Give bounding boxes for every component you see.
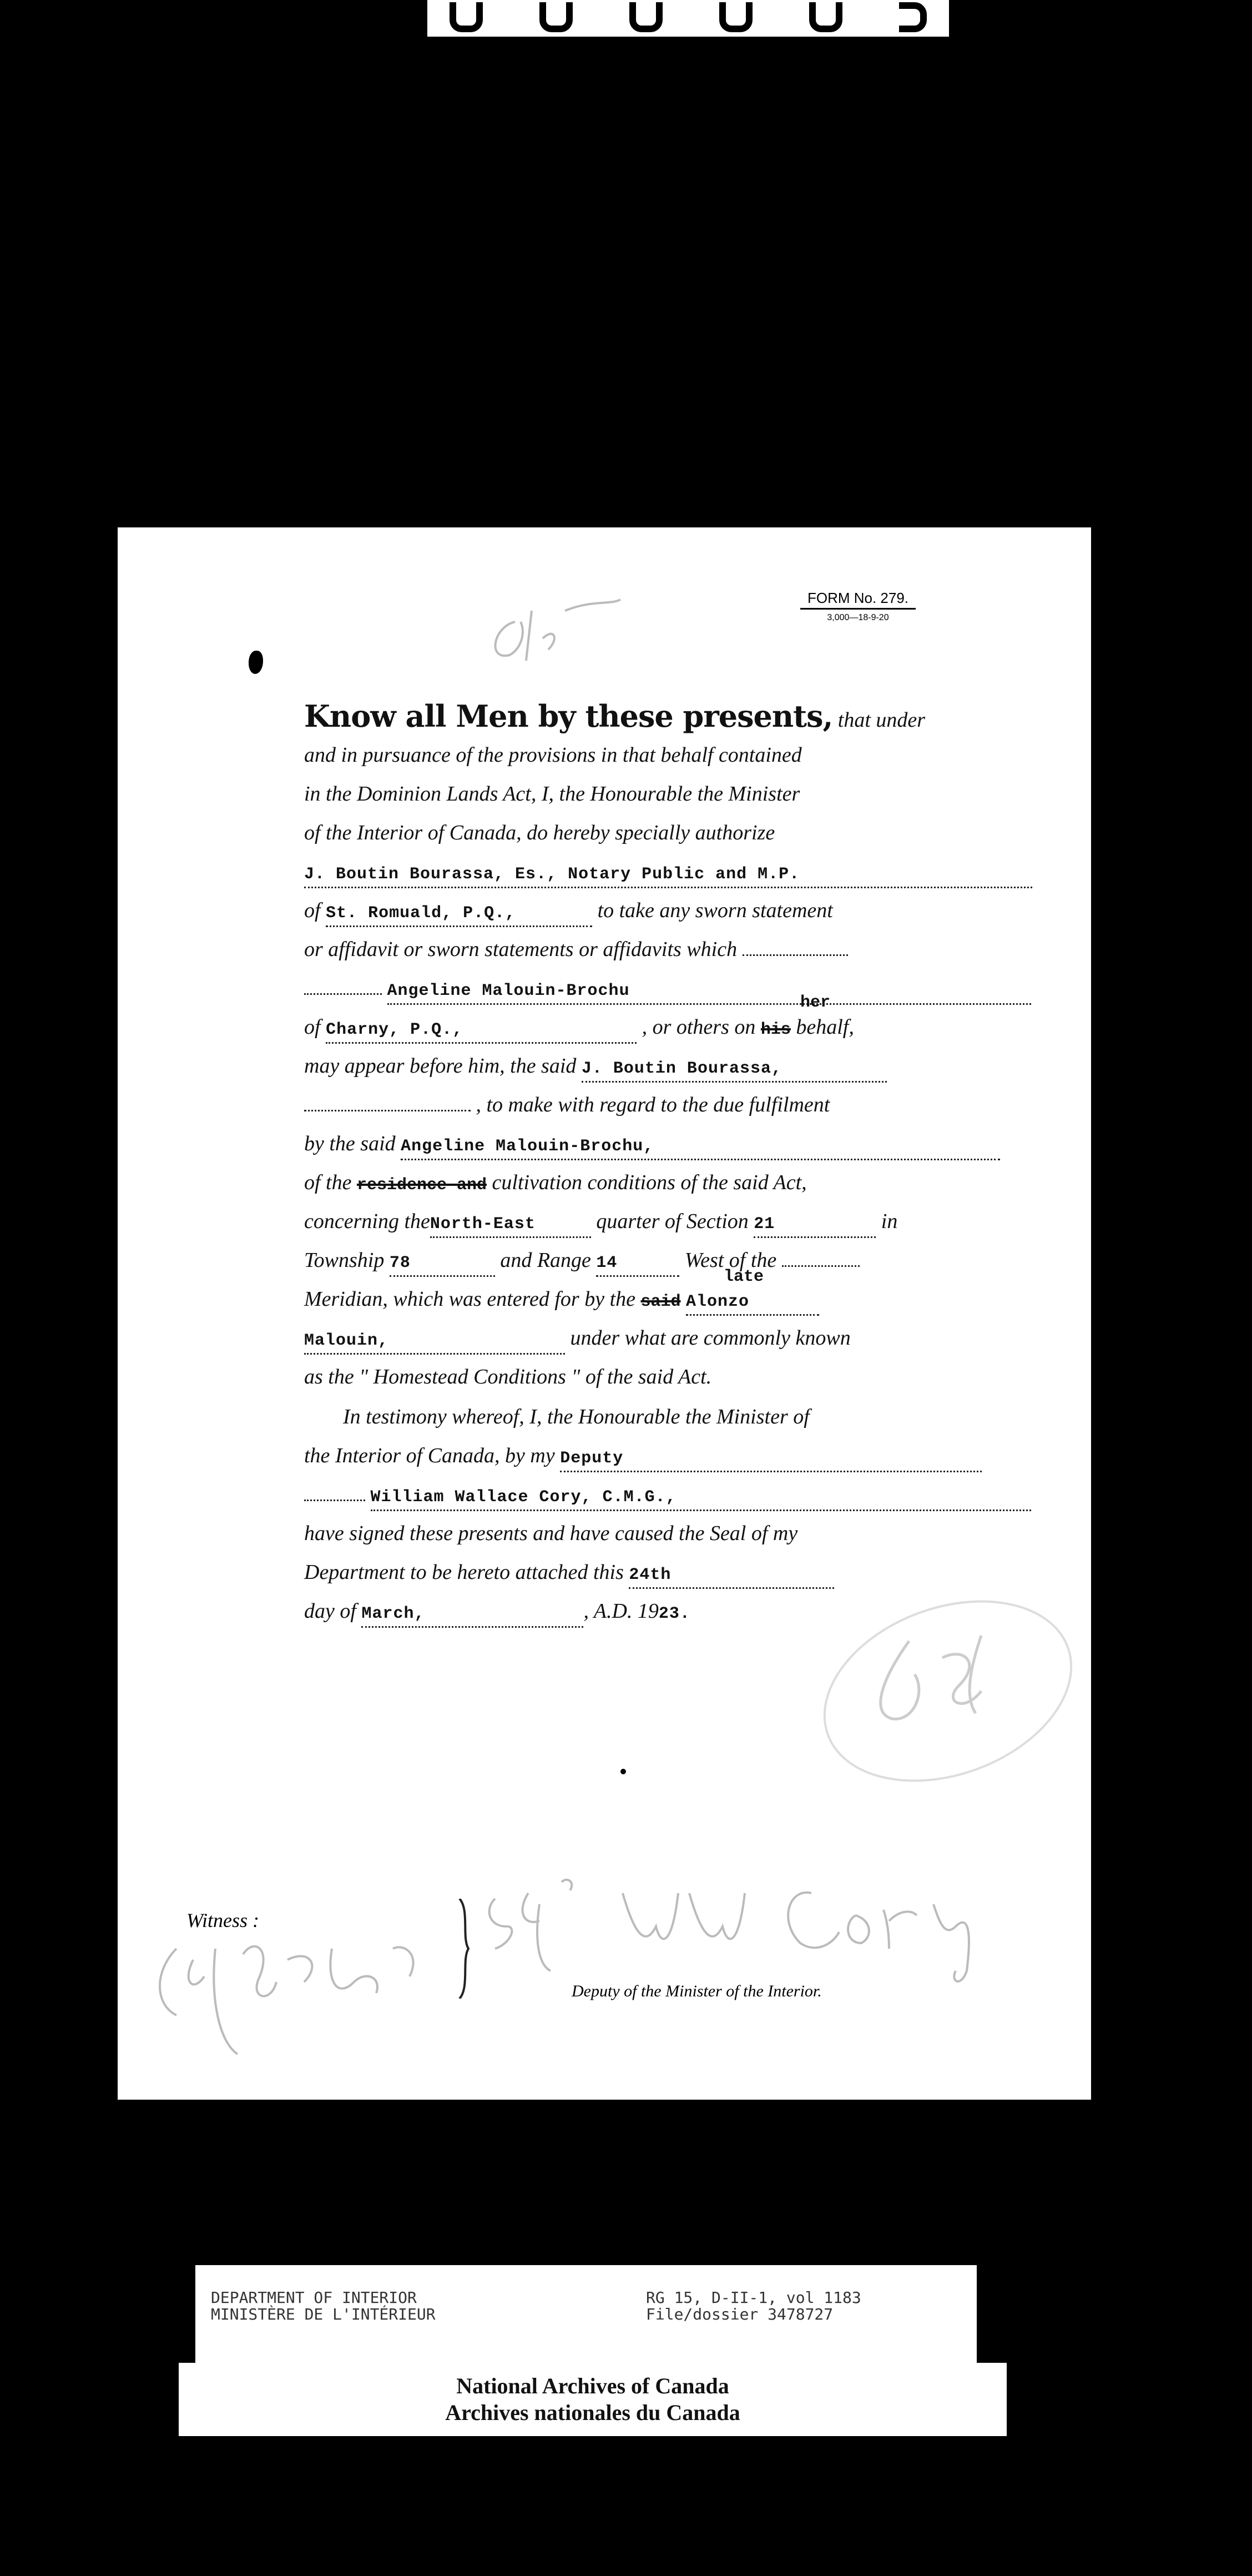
struck-word: his — [760, 1020, 791, 1039]
line-9 — [304, 993, 1032, 1044]
form-number — [800, 590, 916, 623]
typed-month: March, — [361, 1602, 583, 1628]
typed-name: Alonzo — [686, 1290, 819, 1316]
archives-banner — [179, 2363, 1007, 2436]
archive-reference-label — [195, 2265, 977, 2368]
typed-authorized-person: J. Boutin Bourassa, Es., Notary Public and M.P. — [304, 862, 1032, 888]
print-code: 3,000—18-9-20 — [827, 613, 889, 622]
typed-deputy-name: William Wallace Cory, C.M.G., — [371, 1485, 1031, 1511]
line-text: West of the — [684, 1249, 777, 1272]
line-text: day of — [304, 1599, 356, 1623]
line-text: the Interior of Canada, by my — [304, 1444, 555, 1467]
typed-title: Deputy — [560, 1446, 982, 1472]
reference-block — [646, 2290, 861, 2323]
bracket — [456, 1899, 473, 1999]
reel-mark — [450, 2, 483, 32]
line-text: or affidavit or sworn statements or affidavits which — [304, 938, 738, 961]
line-18: as the " Homestead Conditions " of the said Act. — [304, 1365, 712, 1388]
line-4: of the Interior of Canada, do hereby specially authorize — [304, 821, 775, 844]
typed-year: 23. — [658, 1604, 690, 1623]
line-20 — [304, 1443, 1032, 1472]
line-21 — [304, 1482, 1032, 1511]
archives-fr: Archives nationales du Canada — [445, 2400, 740, 2425]
department-en: DEPARTMENT OF INTERIOR — [211, 2288, 417, 2307]
line-text: Department to be hereto attached this — [304, 1561, 624, 1584]
witness-label: Witness : — [186, 1909, 259, 1931]
reel-mark — [899, 2, 927, 32]
typed-township: 78 — [390, 1251, 495, 1277]
typed-quarter: North-East — [430, 1212, 591, 1238]
line-8 — [304, 976, 1032, 1005]
line-12 — [304, 1131, 1032, 1160]
line-1 — [304, 698, 1032, 734]
reel-mark — [629, 2, 663, 32]
line-text: , or others on — [642, 1015, 756, 1039]
line-17 — [304, 1326, 1032, 1355]
line-text: in — [881, 1210, 898, 1233]
department-block — [211, 2290, 436, 2323]
line-text: that under — [837, 708, 926, 732]
line-14 — [304, 1209, 1032, 1238]
line-16 — [304, 1267, 1032, 1316]
line-3: in the Dominion Lands Act, I, the Honourable the Minister — [304, 782, 800, 806]
form-number-text: FORM No. 279. — [800, 590, 916, 610]
seal-impression — [798, 1580, 1076, 1791]
line-22: have signed these presents and have caused the Seal of my — [304, 1522, 798, 1545]
line-11 — [304, 1093, 1032, 1117]
line-text: , to make with regard to the due fulfilment — [476, 1093, 830, 1116]
line-text: to take any sworn statement — [597, 899, 833, 922]
document-page — [118, 527, 1091, 2100]
reel-mark — [719, 2, 753, 32]
line-13 — [304, 1170, 1032, 1198]
typed-day: 24th — [629, 1563, 834, 1589]
line-text: , A.D. 19 — [583, 1599, 659, 1623]
archives-en: National Archives of Canada — [456, 2373, 729, 2398]
record-group: RG 15, D-II-1, vol 1183 — [646, 2288, 861, 2307]
line-text: by the said — [304, 1132, 396, 1155]
line-text: of — [304, 1015, 321, 1039]
typed-section: 21 — [754, 1212, 876, 1238]
reel-marker-strip — [427, 0, 949, 37]
typed-range: 14 — [596, 1251, 679, 1277]
typed-insertion: her — [800, 993, 831, 1012]
line-6 — [304, 898, 1032, 927]
typed-authorized-person: J. Boutin Bourassa, — [582, 1056, 887, 1083]
line-15 — [304, 1248, 1032, 1277]
blank-line — [743, 954, 848, 956]
ink-dot — [620, 1769, 626, 1774]
blank-line — [304, 1110, 471, 1111]
opening-heading: Know all Men by these presents, — [304, 698, 833, 734]
typed-name: Malouin, — [304, 1329, 565, 1355]
blank-line — [782, 1265, 860, 1267]
deputy-signature — [478, 1860, 1089, 1993]
typed-applicant: Angeline Malouin-Brochu, — [401, 1134, 1000, 1160]
blank-line — [304, 1500, 365, 1501]
line-10 — [304, 1054, 1032, 1083]
line-text: and Range — [500, 1249, 591, 1272]
line-text: behalf, — [796, 1015, 854, 1039]
line-5 — [304, 859, 1032, 888]
blank-line — [304, 993, 382, 995]
line-text: Township — [304, 1249, 385, 1272]
line-text: of — [304, 899, 321, 922]
file-number: File/dossier 3478727 — [646, 2305, 834, 2323]
line-text: under what are commonly known — [570, 1326, 851, 1350]
line-19: In testimony whereof, I, the Honourable the Minister of — [343, 1405, 810, 1428]
typed-place: Charny, P.Q., — [326, 1018, 637, 1044]
line-text: quarter of Section — [596, 1210, 749, 1233]
typed-place: St. Romuald, P.Q., — [326, 901, 592, 927]
line-text: concerning the — [304, 1210, 430, 1233]
struck-words: residence and — [356, 1176, 487, 1195]
struck-word: said — [640, 1292, 681, 1311]
ink-blot — [249, 651, 263, 674]
line-7 — [304, 937, 1032, 962]
typed-insertion: late — [724, 1267, 764, 1286]
line-2: and in pursuance of the provisions in that behalf contained — [304, 743, 802, 767]
line-text: cultivation conditions of the said Act, — [492, 1171, 807, 1194]
pencil-annotation — [482, 588, 626, 672]
reel-mark — [539, 2, 573, 32]
witness-signature — [143, 1915, 454, 2060]
deputy-caption: Deputy of the Minister of the Interior. — [572, 1982, 822, 2000]
line-text: Meridian, which was entered for by the — [304, 1287, 635, 1311]
typed-applicant: Angeline Malouin-Brochu — [387, 979, 1031, 1005]
line-text: may appear before him, the said — [304, 1054, 577, 1078]
line-text: of the — [304, 1171, 352, 1194]
department-fr: MINISTÈRE DE L'INTÉRIEUR — [211, 2305, 436, 2323]
reel-mark — [809, 2, 842, 32]
